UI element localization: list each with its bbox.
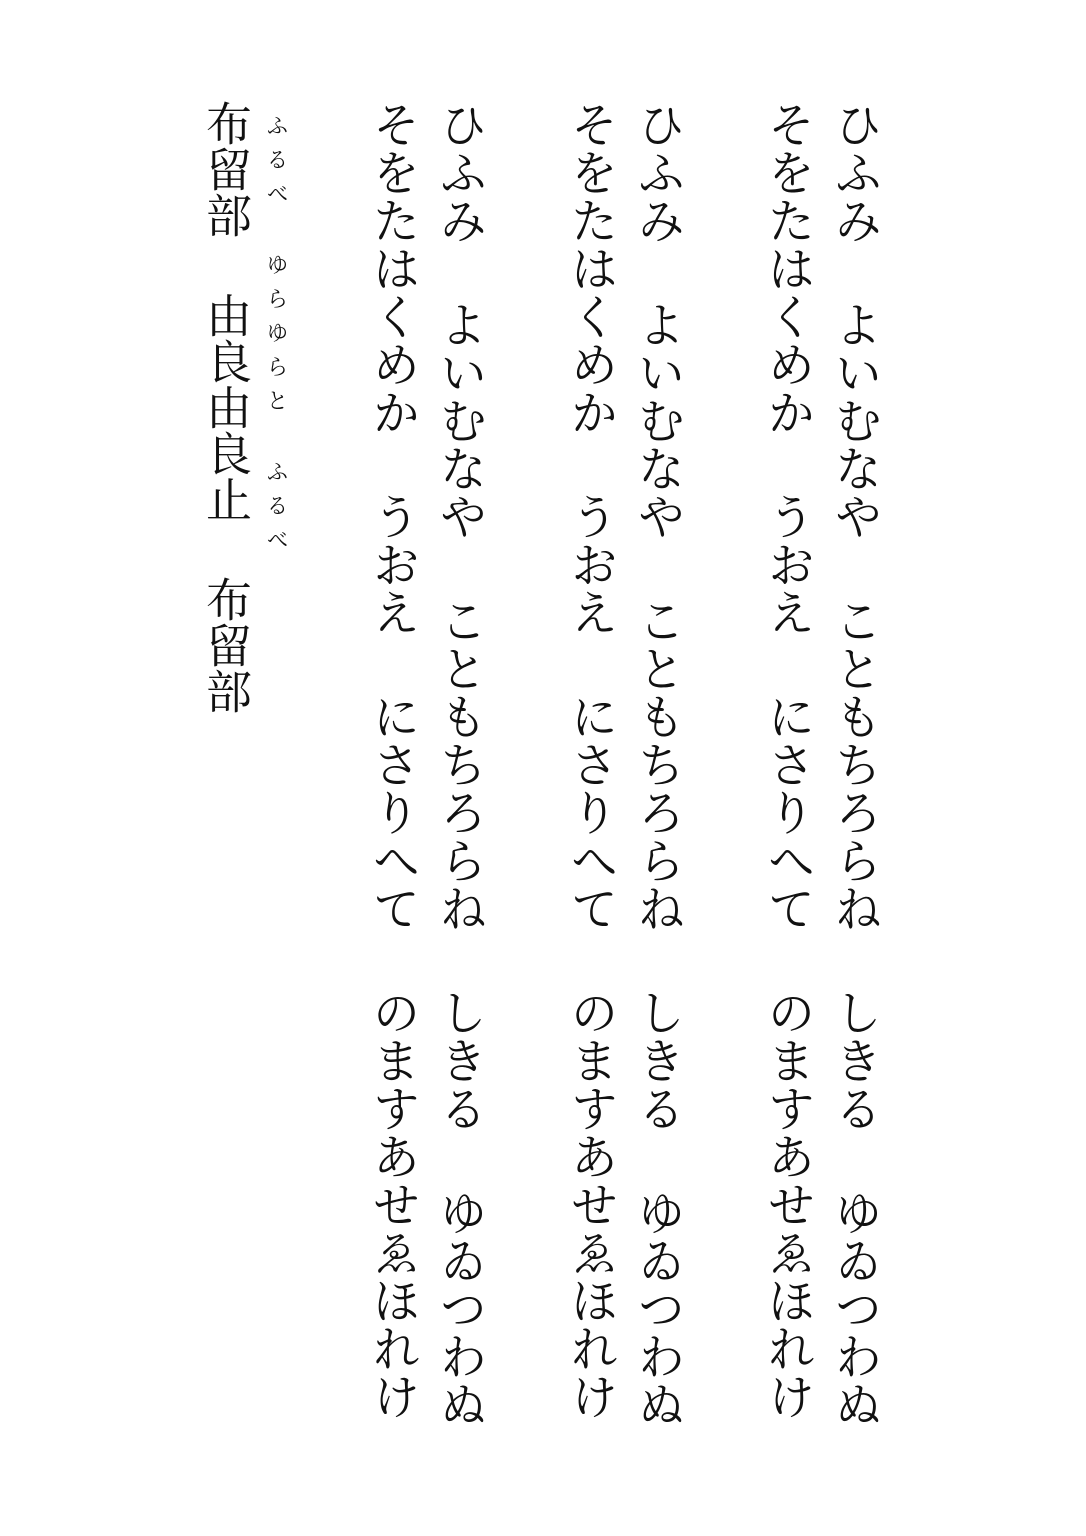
- verse-column-3: ひふみ よいむなや こともちろらね しきる ゆゐつわぬ: [629, 100, 685, 1428]
- verse-column-4: そをたはくめか うおえ にさりへて のますあせゑほれけ: [562, 100, 618, 1420]
- verse-column-6: そをたはくめか うおえ にさりへて のますあせゑほれけ: [364, 100, 420, 1420]
- verse-column-2: そをたはくめか うおえ にさりへて のますあせゑほれけ: [759, 100, 815, 1420]
- closing-reading-ruby: ふるべ ゆらゆらと ふるべ: [263, 114, 288, 562]
- verse-column-5: ひふみ よいむなや こともちろらね しきる ゆゐつわぬ: [431, 100, 487, 1428]
- closing-line: 布留部 由良由良止 布留部: [199, 100, 253, 714]
- verse-column-1: ひふみ よいむなや こともちろらね しきる ゆゐつわぬ: [826, 100, 882, 1428]
